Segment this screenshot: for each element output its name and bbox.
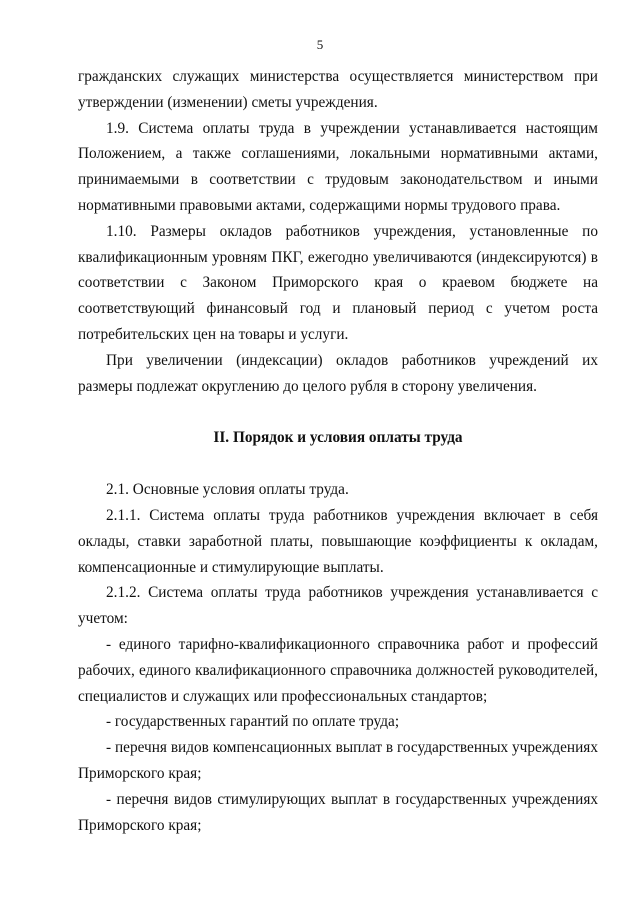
page-number: 5 bbox=[316, 37, 324, 52]
paragraph-1-10: 1.10. Размеры окладов работников учреждения, установленные по квалификационным уровням ПКГ, ежегодно увеличиваются (индексируются) в соответствии с Законом Приморского края о краевом бюджете на соответствующий финансовый год и плановый период с учетом роста потребительских цен на товары и услуги. bbox=[78, 222, 598, 343]
list-item-tariff-reference: - единого тарифно-квалификационного справочника работ и профессий рабочих, единого квалификационного справочника должностей руководителей, специалистов и служащих или профессиональных стандартов; bbox=[78, 635, 598, 705]
paragraph-indexation: При увеличении (индексации) окладов работников учреждений их размеры подлежат округлению до целого рубля в сторону увеличения. bbox=[78, 351, 598, 395]
paragraph-2-1: 2.1. Основные условия оплаты труда. bbox=[106, 481, 349, 499]
document-body bbox=[78, 64, 598, 838]
paragraph-2-1-1: 2.1.1. Система оплаты труда работников учреждения включает в себя оклады, ставки заработной платы, повышающие коэффициенты к окладам, компенсационные и стимулирующие выплаты. bbox=[78, 506, 598, 576]
list-item-compensation-payments: - перечня видов компенсационных выплат в государственных учреждениях Приморского края; bbox=[78, 739, 598, 782]
section-heading: II. Порядок и условия оплаты труда bbox=[213, 429, 463, 447]
list-item-state-guarantees: - государственных гарантий по оплате труда; bbox=[106, 713, 400, 731]
paragraph-2-1-2: 2.1.2. Система оплаты труда работников учреждения устанавливается с учетом: bbox=[78, 584, 598, 628]
paragraph-1-9: 1.9. Система оплаты труда в учреждении устанавливается настоящим Положением, а также соглашениями, локальными нормативными актами, принимаемыми в соответствии с трудовым законодательством и иными нормативными правовыми актами, содержащими нормы трудового права. bbox=[78, 119, 598, 214]
paragraph-continuation: гражданских служащих министерства осуществляется министерством при утверждении (изменении) сметы учреждения. bbox=[78, 68, 598, 111]
list-item-incentive-payments: - перечня видов стимулирующих выплат в государственных учреждениях Приморского края; bbox=[78, 790, 598, 834]
